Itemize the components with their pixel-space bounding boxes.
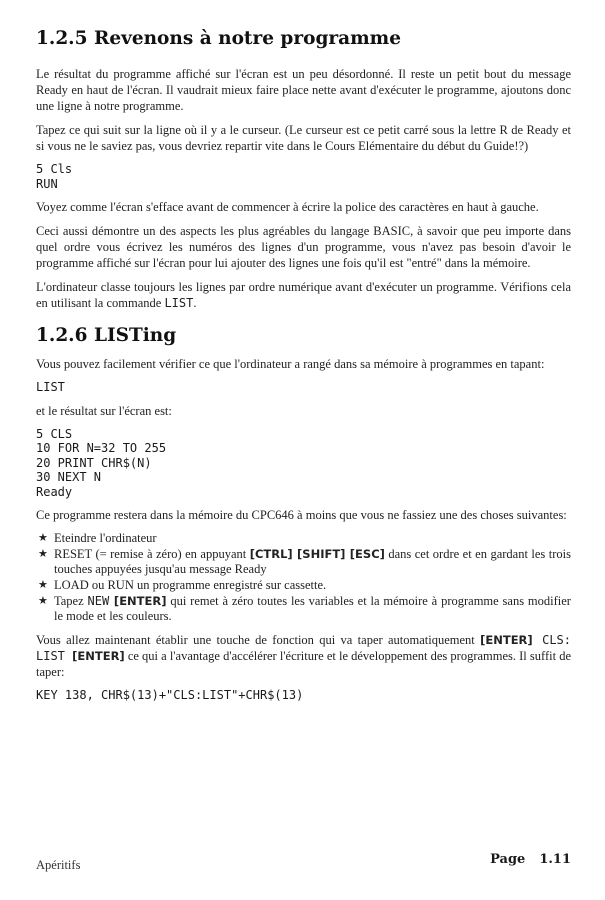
star-bullet-icon: ★ <box>38 532 48 545</box>
paragraph: Vous pouvez facilement vérifier ce que l'ordinateur a rangé dans sa mémoire à programmes en tapant: <box>36 357 545 372</box>
code-block: 5 CLS 10 FOR N=32 TO 255 20 PRINT CHR$(N) 30 NEXT N Ready <box>36 426 167 499</box>
paragraph <box>36 279 571 311</box>
page-footer <box>36 852 571 872</box>
new-command: NEW <box>87 594 110 609</box>
list-item <box>36 531 571 546</box>
enter-key: [ENTER] <box>480 633 533 648</box>
paragraph: Tapez ce qui suit sur la ligne où il y a le curseur. (Le curseur est ce petit carré sous la lettre R de Ready et si vous ne le saviez pas, vous devriez repartir vite dans le Cours Elémentaire du début du Guide!?) <box>36 123 571 154</box>
paragraph-text: Vous allez maintenant établir une touche de fonction qui va taper automatiquement <box>36 633 481 648</box>
page-label: Page <box>490 852 526 867</box>
bullet-text: dans cet ordre et en gardant les trois touches appuyées jusqu'au message Ready <box>54 547 571 577</box>
star-bullet-icon: ★ <box>38 579 48 592</box>
paragraph-text: ce qui a l'avantage d'accélérer l'écriture et le développement des programmes. Il suffit de taper: <box>36 649 571 680</box>
paragraph-text: L'ordinateur classe toujours les lignes par ordre numérique avant d'exécuter un programme. Vérifions cela en utilisant la commande <box>36 280 571 311</box>
bullet-list <box>36 531 571 624</box>
paragraph-end: . <box>193 296 197 311</box>
enter-key: [ENTER] <box>72 649 125 664</box>
page-number-label <box>476 852 571 867</box>
list-item <box>36 594 571 624</box>
paragraph: Le résultat du programme affiché sur l'écran est un peu désordonné. Il reste un petit bout du message Ready en haut de l'écran. Il vaudrait mieux faire place nette avant d'exécuter le programme, ajoutons donc une ligne à notre programme. <box>36 67 571 114</box>
bullet-text: LOAD ou RUN un programme enregistré sur cassette. <box>54 578 327 593</box>
code-line: LIST <box>36 380 65 395</box>
list-command: LIST <box>164 296 194 311</box>
paragraph <box>36 632 571 680</box>
key-combo: [CTRL] [SHIFT] [ESC] <box>249 547 385 562</box>
paragraph: Voyez comme l'écran s'efface avant de commencer à écrire la police des caractères en haut à gauche. <box>36 200 539 215</box>
bullet-text: qui remet à zéro toutes les variables et la mémoire à programme sans modifier le mode et les couleurs. <box>54 594 571 624</box>
paragraph: Ce programme restera dans la mémoire du CPC646 à moins que vous ne fassiez une des choses suivantes: <box>36 508 567 523</box>
bullet-text: Eteindre l'ordinateur <box>54 531 157 546</box>
star-bullet-icon: ★ <box>38 548 48 561</box>
paragraph: Ceci aussi démontre un des aspects les plus agréables du langage BASIC, à savoir que peu importe dans quel ordre vous écrivez les numéros des lignes d'un programme, vous n'avez pas besoin d'avoir le programme affiché sur l'écran pour lui ajouter des lignes une fois qu'il est "entré" dans la mémoire. <box>36 224 571 271</box>
footer-section-name: Apéritifs <box>36 858 81 872</box>
page-number: 1.11 <box>539 852 571 867</box>
cls-list-command: CLS: LIST <box>36 633 571 664</box>
list-item <box>36 547 571 577</box>
bullet-text: RESET (= remise à zéro) en appuyant <box>54 547 250 562</box>
section-heading: 1.2.5 Revenons à notre programme <box>36 28 402 49</box>
star-bullet-icon: ★ <box>38 595 48 608</box>
enter-key: [ENTER] <box>109 594 167 609</box>
code-line: KEY 138, CHR$(13)+"CLS:LIST"+CHR$(13) <box>36 688 304 703</box>
paragraph: et le résultat sur l'écran est: <box>36 403 172 418</box>
bullet-text: Tapez <box>54 594 88 609</box>
section-heading: 1.2.6 LISTing <box>36 325 177 347</box>
code-block: 5 Cls RUN <box>36 162 73 191</box>
list-item <box>36 578 571 593</box>
